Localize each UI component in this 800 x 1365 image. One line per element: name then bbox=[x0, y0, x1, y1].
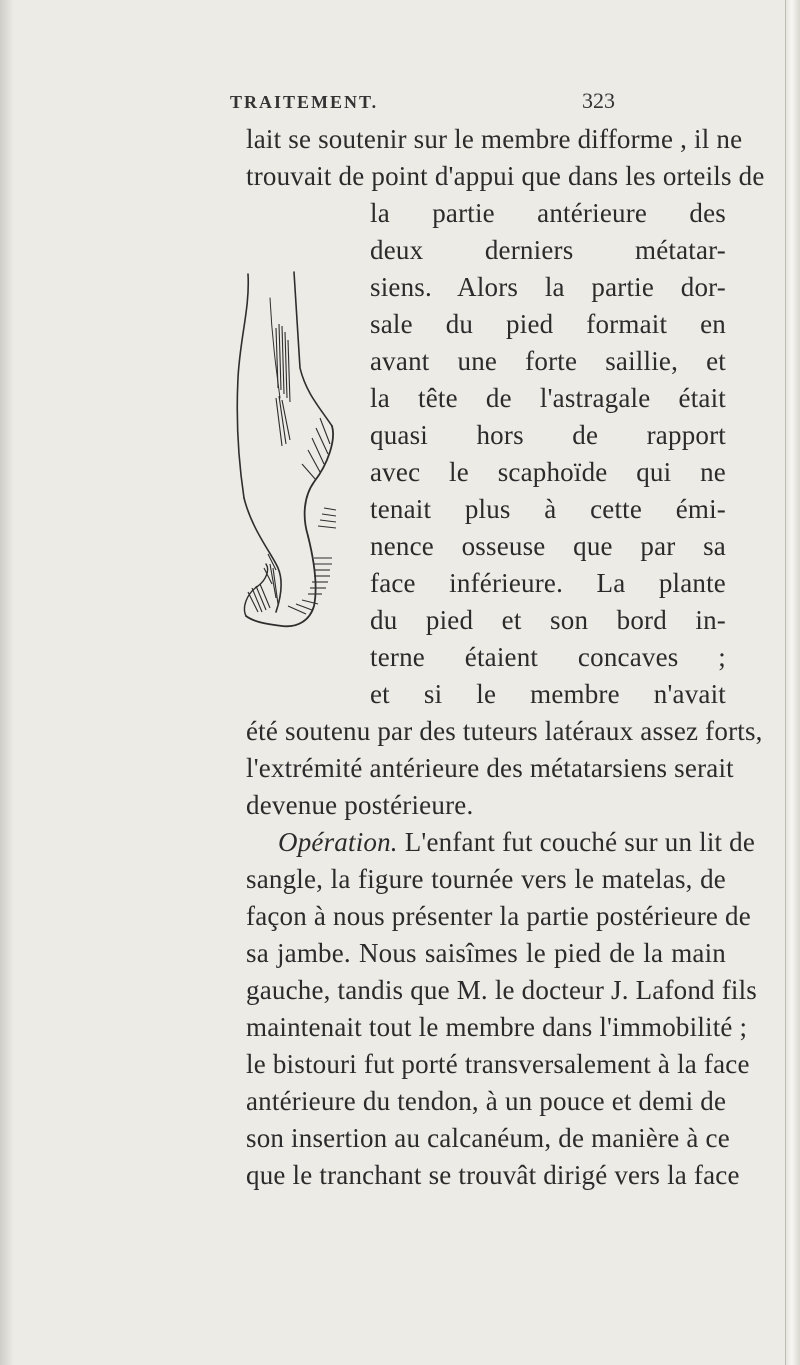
clubfoot-engraving-icon bbox=[236, 268, 366, 648]
text-line: été soutenu par des tuteurs latéraux assez forts, bbox=[246, 716, 763, 746]
text-line: le bistouri fut porté transversalement à la face bbox=[246, 1049, 750, 1079]
text-line: la tête de l'astragale était bbox=[370, 383, 726, 413]
text-line: devenue postérieure. bbox=[246, 790, 474, 820]
running-head-title: TRAITEMENT. bbox=[230, 92, 379, 112]
text-line: du pied et son bord in- bbox=[370, 605, 726, 635]
text-line: avec le scaphoïde qui ne bbox=[370, 457, 726, 487]
text-line: avant une forte saillie, et bbox=[370, 346, 726, 376]
text-line: son insertion au calcanéum, de manière à ce bbox=[246, 1123, 730, 1153]
text-line: siens. Alors la partie dor- bbox=[370, 272, 726, 302]
text-line: tenait plus à cette émi- bbox=[370, 494, 726, 524]
text-line: maintenait tout le membre dans l'immobilité ; bbox=[246, 1012, 748, 1042]
text-line: la partie antérieure des bbox=[370, 198, 726, 228]
text-line: gauche, tandis que M. le docteur J. Lafond fils bbox=[246, 975, 758, 1005]
text-line: trouvait de point d'appui que dans les orteils de bbox=[246, 161, 765, 191]
text-line: sale du pied formait en bbox=[370, 309, 726, 339]
text-line: sangle, la figure tournée vers le matelas, de bbox=[246, 864, 726, 894]
text-line: quasi hors de rapport bbox=[370, 420, 726, 450]
text-line: lait se soutenir sur le membre difforme , il ne bbox=[246, 124, 743, 154]
text-line: nence osseuse que par sa bbox=[370, 531, 726, 561]
running-head bbox=[0, 88, 800, 118]
operation-first-line-text: L'enfant fut couché sur un lit de bbox=[404, 827, 756, 857]
text-line: terne étaient concaves ; bbox=[370, 642, 726, 672]
text-line: façon à nous présenter la partie postérieure de bbox=[246, 901, 751, 931]
page-number: 323 bbox=[582, 88, 615, 113]
text-line: et si le membre n'avait bbox=[370, 679, 726, 709]
page-gutter-shadow bbox=[0, 0, 14, 1365]
operation-heading: Opération. bbox=[278, 827, 398, 857]
operation-first-line bbox=[278, 825, 756, 859]
text-line: antérieure du tendon, à un pouce et demi de bbox=[246, 1086, 727, 1116]
text-line: l'extrémité antérieure des métatarsiens serait bbox=[246, 753, 734, 783]
page-edge bbox=[785, 0, 800, 1365]
text-line: que le tranchant se trouvât dirigé vers la face bbox=[246, 1160, 740, 1190]
text-line: deux derniers métatar- bbox=[370, 235, 726, 265]
text-line: sa jambe. Nous saisîmes le pied de la main bbox=[246, 938, 726, 968]
text-line: face inférieure. La plante bbox=[370, 568, 726, 598]
